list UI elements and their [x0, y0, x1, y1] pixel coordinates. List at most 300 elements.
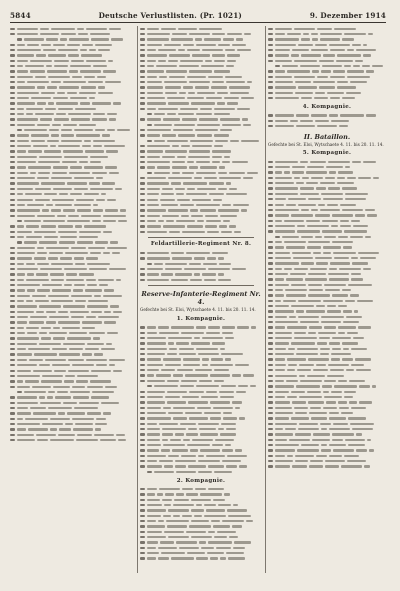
illegible-word [163, 358, 181, 360]
illegible-word [74, 407, 98, 409]
illegible-word [292, 166, 304, 168]
entry-number [10, 332, 15, 334]
illegible-word [298, 300, 321, 302]
illegible-word [41, 92, 55, 94]
illegible-word [275, 407, 292, 409]
entry-number [140, 509, 145, 511]
illegible-word [243, 177, 253, 179]
illegible-word [110, 241, 118, 243]
illegible-word [218, 279, 230, 281]
illegible-word [26, 263, 35, 265]
illegible-word [212, 161, 220, 163]
illegible-word [162, 433, 173, 435]
entry-number [268, 337, 273, 339]
illegible-word [113, 102, 121, 104]
illegible-word [70, 65, 91, 67]
illegible-word [158, 547, 177, 549]
illegible-word [52, 124, 62, 126]
illegible-word [51, 209, 61, 211]
illegible-word [147, 557, 156, 559]
illegible-word [54, 65, 68, 67]
illegible-word [47, 140, 60, 142]
entry-number [10, 364, 15, 366]
illegible-word [182, 172, 194, 174]
illegible-word [219, 391, 234, 393]
illegible-word [176, 342, 188, 344]
illegible-word [72, 76, 81, 78]
illegible-word [324, 380, 336, 382]
illegible-word [48, 102, 54, 104]
illegible-word [167, 525, 188, 527]
illegible-word [33, 412, 56, 414]
illegible-word [51, 28, 74, 30]
illegible-word [239, 417, 245, 419]
illegible-word [353, 65, 359, 67]
illegible-word [118, 220, 127, 222]
illegible-word [147, 38, 169, 40]
section-heading: Reserve-Infanterie-Regiment Nr. 4. [141, 290, 261, 307]
illegible-word [311, 33, 319, 35]
illegible-word [163, 407, 171, 409]
illegible-word [295, 81, 311, 83]
illegible-word [232, 44, 245, 46]
illegible-word [147, 161, 170, 163]
illegible-word [223, 417, 237, 419]
entry-number [10, 118, 15, 120]
illegible-word [34, 257, 46, 259]
illegible-word [182, 396, 199, 398]
illegible-word [199, 118, 218, 120]
illegible-word [76, 199, 95, 201]
illegible-word [63, 209, 75, 211]
illegible-word [195, 369, 212, 371]
publication-title: Deutsche Verlustlisten. (Pr. 1021) [98, 10, 243, 20]
illegible-word [80, 102, 89, 104]
illegible-word [39, 156, 62, 158]
illegible-word [17, 263, 24, 265]
column-1 [10, 26, 134, 573]
illegible-word [275, 316, 287, 318]
illegible-word [32, 386, 51, 388]
illegible-word [157, 166, 170, 168]
illegible-word [321, 321, 340, 323]
illegible-word [344, 391, 357, 393]
illegible-word [309, 465, 323, 467]
illegible-word [113, 311, 122, 313]
illegible-word [286, 246, 306, 248]
entry-number [140, 188, 145, 190]
illegible-word [17, 150, 26, 152]
illegible-word [89, 182, 100, 184]
section-title: Feldartillerie-Regiment Nr. 8. [150, 241, 252, 248]
illegible-word [17, 188, 33, 190]
entry-number [140, 541, 145, 543]
illegible-word [176, 541, 198, 543]
entry-number [10, 140, 15, 142]
illegible-word [222, 460, 241, 462]
illegible-word [171, 252, 184, 254]
entry-number [10, 49, 15, 51]
list-entry [268, 95, 386, 100]
entry-number [17, 38, 22, 40]
illegible-word [332, 241, 353, 243]
illegible-word [71, 60, 84, 62]
illegible-word [337, 81, 347, 83]
illegible-word [367, 439, 371, 441]
illegible-word [328, 364, 349, 366]
illegible-word [191, 520, 209, 522]
illegible-word [37, 177, 49, 179]
entry-number [268, 209, 273, 211]
illegible-word [311, 177, 324, 179]
illegible-word [236, 391, 245, 393]
illegible-word [327, 310, 341, 312]
illegible-word [35, 300, 49, 302]
illegible-word [84, 225, 106, 227]
illegible-word [229, 86, 250, 88]
illegible-word [60, 236, 77, 238]
illegible-word [76, 380, 89, 382]
illegible-word [301, 262, 314, 264]
illegible-word [64, 268, 87, 270]
illegible-word [17, 225, 24, 227]
illegible-word [158, 557, 170, 559]
illegible-word [321, 444, 328, 446]
illegible-word [367, 214, 377, 216]
illegible-word [275, 257, 291, 259]
illegible-word [87, 412, 101, 414]
illegible-word [342, 38, 354, 40]
illegible-word [212, 33, 226, 35]
entry-number [10, 60, 15, 62]
illegible-word [175, 188, 185, 190]
entry-number [140, 401, 145, 403]
illegible-word [288, 348, 295, 350]
entry-number [140, 412, 145, 414]
entry-number [268, 455, 273, 457]
illegible-word [90, 156, 109, 158]
illegible-word [275, 284, 289, 286]
illegible-word [308, 401, 324, 403]
illegible-word [338, 236, 349, 238]
illegible-word [338, 326, 356, 328]
illegible-word [212, 342, 225, 344]
illegible-word [147, 257, 170, 259]
illegible-word [113, 370, 123, 372]
illegible-word [162, 156, 175, 158]
illegible-word [337, 86, 356, 88]
illegible-word [342, 289, 351, 291]
illegible-word [36, 273, 48, 275]
page-number: 5844 [10, 10, 31, 20]
illegible-word [66, 273, 77, 275]
illegible-word [93, 204, 99, 206]
illegible-word [158, 108, 178, 110]
illegible-word [27, 204, 44, 206]
illegible-word [74, 257, 84, 259]
illegible-word [329, 44, 350, 46]
illegible-word [311, 417, 327, 419]
illegible-word [25, 65, 43, 67]
illegible-word [320, 423, 332, 425]
illegible-word [105, 166, 117, 168]
illegible-word [356, 49, 376, 51]
illegible-word [79, 124, 95, 126]
illegible-word [173, 129, 193, 131]
illegible-word [365, 236, 371, 238]
illegible-word [106, 343, 112, 345]
illegible-word [49, 316, 69, 318]
illegible-word [289, 439, 310, 441]
illegible-word [17, 423, 40, 425]
illegible-word [191, 536, 212, 538]
illegible-word [189, 391, 204, 393]
illegible-word [352, 44, 361, 46]
entry-number [268, 310, 273, 312]
illegible-word [275, 375, 297, 377]
illegible-word [356, 449, 367, 451]
illegible-word [286, 380, 299, 382]
illegible-word [147, 102, 166, 104]
illegible-word [75, 263, 85, 265]
entry-number [147, 124, 152, 126]
illegible-word [28, 150, 43, 152]
illegible-word [41, 337, 52, 339]
entry-number [268, 358, 273, 360]
illegible-word [275, 70, 285, 72]
illegible-word [173, 417, 188, 419]
illegible-word [298, 204, 316, 206]
illegible-word [316, 305, 325, 307]
entry-number [140, 65, 145, 67]
entry-number [140, 225, 145, 227]
illegible-word [227, 60, 236, 62]
list-entry [140, 229, 262, 234]
entry-number [10, 273, 15, 275]
entry-number [268, 353, 273, 355]
illegible-word [191, 509, 204, 511]
illegible-word [310, 407, 322, 409]
entry-number [147, 471, 152, 473]
illegible-word [102, 134, 110, 136]
illegible-word [39, 396, 46, 398]
illegible-word [56, 113, 66, 115]
illegible-word [225, 358, 231, 360]
entry-number [140, 358, 145, 360]
entry-number [10, 418, 15, 420]
illegible-word [158, 326, 170, 328]
illegible-word [310, 161, 326, 163]
illegible-word [47, 396, 53, 398]
illegible-word [74, 204, 91, 206]
illegible-word [329, 268, 337, 270]
illegible-word [330, 49, 345, 51]
illegible-word [118, 439, 126, 441]
illegible-word [167, 140, 188, 142]
illegible-word [297, 449, 319, 451]
illegible-word [41, 44, 51, 46]
illegible-word [226, 65, 234, 67]
illegible-word [211, 86, 227, 88]
entry-number [140, 76, 145, 78]
illegible-word [306, 220, 320, 222]
illegible-word [344, 396, 353, 398]
illegible-word [191, 102, 215, 104]
entry-number [268, 54, 273, 56]
entry-number [140, 444, 145, 446]
illegible-word [61, 134, 74, 136]
illegible-word [349, 401, 357, 403]
entry-number [268, 44, 273, 46]
illegible-word [226, 428, 236, 430]
illegible-word [159, 460, 173, 462]
illegible-word [107, 113, 117, 115]
illegible-word [17, 113, 24, 115]
illegible-word [202, 364, 209, 366]
illegible-word [275, 182, 294, 184]
illegible-word [372, 385, 376, 387]
illegible-word [224, 97, 239, 99]
illegible-word [161, 193, 175, 195]
illegible-word [308, 358, 328, 360]
illegible-word [172, 33, 187, 35]
illegible-word [179, 547, 199, 549]
entry-number [268, 375, 273, 377]
illegible-word [30, 407, 47, 409]
illegible-word [53, 327, 60, 329]
illegible-word [212, 444, 223, 446]
entry-number [140, 557, 145, 559]
illegible-word [110, 305, 118, 307]
illegible-word [317, 125, 337, 127]
illegible-word [147, 493, 155, 495]
illegible-word [287, 396, 296, 398]
illegible-word [37, 439, 49, 441]
illegible-word [147, 407, 161, 409]
illegible-word [159, 76, 167, 78]
illegible-word [70, 193, 82, 195]
illegible-word [53, 44, 65, 46]
illegible-word [80, 70, 101, 72]
illegible-word [300, 120, 313, 122]
illegible-word [41, 327, 51, 329]
illegible-word [186, 531, 207, 533]
illegible-word [147, 326, 156, 328]
illegible-word [210, 417, 221, 419]
illegible-word [161, 204, 178, 206]
illegible-word [364, 465, 370, 467]
illegible-word [72, 418, 94, 420]
illegible-word [28, 428, 49, 430]
illegible-word [111, 38, 123, 40]
illegible-word [67, 220, 90, 222]
entry-number [140, 209, 145, 211]
entry-number [17, 391, 22, 393]
illegible-word [275, 114, 294, 116]
illegible-word [320, 38, 341, 40]
illegible-word [238, 385, 248, 387]
illegible-word [221, 385, 236, 387]
illegible-word [147, 97, 165, 99]
illegible-word [196, 504, 203, 506]
illegible-word [275, 353, 294, 355]
illegible-word [185, 374, 208, 376]
illegible-word [147, 552, 159, 554]
illegible-word [217, 102, 225, 104]
illegible-word [105, 386, 117, 388]
illegible-word [233, 504, 238, 506]
illegible-word [201, 547, 215, 549]
illegible-word [96, 199, 105, 201]
entry-number [147, 263, 152, 265]
illegible-word [187, 76, 206, 78]
illegible-word [209, 182, 225, 184]
illegible-word [352, 428, 373, 430]
illegible-word [39, 332, 47, 334]
entry-number [268, 161, 273, 163]
illegible-word [180, 60, 204, 62]
illegible-word [191, 215, 202, 217]
illegible-word [283, 300, 296, 302]
illegible-word [284, 241, 306, 243]
illegible-word [327, 375, 345, 377]
entry-number [268, 198, 273, 200]
illegible-word [62, 327, 80, 329]
illegible-word [90, 33, 110, 35]
illegible-word [342, 187, 357, 189]
illegible-word [244, 33, 251, 35]
illegible-word [103, 220, 116, 222]
illegible-word [26, 225, 39, 227]
illegible-word [61, 129, 72, 131]
illegible-word [225, 337, 234, 339]
entry-number [268, 401, 273, 403]
illegible-word [163, 515, 172, 517]
illegible-word [98, 279, 114, 281]
illegible-word [63, 150, 83, 152]
illegible-word [49, 252, 63, 254]
illegible-word [54, 118, 69, 120]
illegible-word [351, 407, 366, 409]
illegible-word [340, 114, 364, 116]
illegible-word [323, 198, 342, 200]
illegible-word [299, 396, 322, 398]
illegible-word [295, 412, 307, 414]
illegible-word [84, 140, 91, 142]
illegible-word [179, 348, 194, 350]
illegible-word [79, 161, 88, 163]
illegible-word [147, 209, 166, 211]
illegible-word [275, 44, 296, 46]
entry-number [10, 97, 15, 99]
illegible-word [250, 385, 256, 387]
illegible-word [324, 284, 347, 286]
illegible-word [81, 86, 95, 88]
illegible-word [332, 439, 343, 441]
entry-number [268, 257, 273, 259]
illegible-word [35, 113, 53, 115]
illegible-word [275, 120, 288, 122]
illegible-word [160, 541, 174, 543]
illegible-word [69, 70, 79, 72]
illegible-word [196, 326, 206, 328]
illegible-word [67, 182, 87, 184]
illegible-word [358, 252, 379, 254]
illegible-word [322, 65, 342, 67]
illegible-word [316, 364, 326, 366]
illegible-word [341, 412, 353, 414]
illegible-word [181, 215, 189, 217]
